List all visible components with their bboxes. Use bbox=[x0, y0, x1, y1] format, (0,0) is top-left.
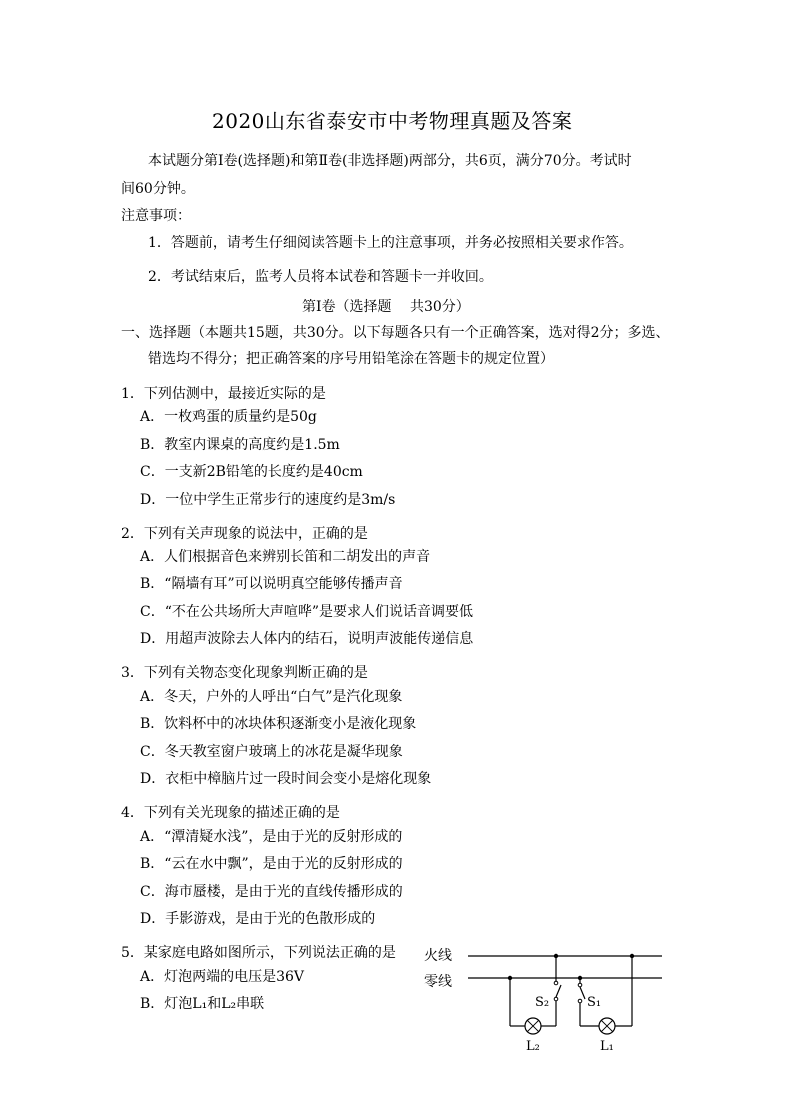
question-5-stem: 5．某家庭电路如图所示，下列说法正确的是 bbox=[121, 945, 396, 961]
intro-line-2: 间60分钟。 bbox=[121, 181, 195, 197]
switch-s2-label: S₂ bbox=[535, 995, 550, 1010]
question-1-option-c: C．一支新2B铅笔的长度约是40cm bbox=[140, 464, 363, 480]
question-3-option-c: C．冬天教室窗户玻璃上的冰花是凝华现象 bbox=[140, 744, 403, 760]
question-4-option-c: C．海市蜃楼，是由于光的直线传播形成的 bbox=[140, 884, 403, 900]
question-4-option-d: D．手影游戏，是由于光的色散形成的 bbox=[140, 911, 376, 927]
question-5-option-a: A．灯泡两端的电压是36V bbox=[140, 969, 305, 985]
question-2-stem: 2．下列有关声现象的说法中，正确的是 bbox=[121, 526, 368, 542]
lamp-l1-label: L₁ bbox=[600, 1039, 614, 1054]
question-4-stem: 4．下列有关光现象的描述正确的是 bbox=[121, 805, 340, 821]
switch-s2-icon bbox=[554, 981, 561, 1001]
neutral-wire-label: 零线 bbox=[424, 974, 452, 990]
live-wire-label: 火线 bbox=[424, 948, 452, 964]
question-2-option-b: B．“隔墙有耳”可以说明真空能够传播声音 bbox=[140, 576, 403, 592]
question-2-option-d: D．用超声波除去人体内的结石，说明声波能传递信息 bbox=[140, 631, 474, 647]
question-1-option-d: D．一位中学生正常步行的速度约是3m/s bbox=[140, 492, 396, 508]
switch-s1-label: S₁ bbox=[587, 995, 602, 1010]
question-5-option-b: B．灯泡L₁和L₂串联 bbox=[140, 996, 265, 1012]
question-4-option-b: B．“云在水中飘”，是由于光的反射形成的 bbox=[140, 856, 403, 872]
question-2-option-a: A．人们根据音色来辨别长笛和二胡发出的声音 bbox=[140, 549, 431, 565]
question-3-option-d: D．衣柜中樟脑片过一段时间会变小是熔化现象 bbox=[140, 771, 432, 787]
junction-dot bbox=[630, 954, 634, 958]
question-2-option-c: C．“不在公共场所大声喧哗”是要求人们说话音调要低 bbox=[140, 604, 474, 620]
page-title: 2020山东省泰安市中考物理真题及答案 bbox=[212, 109, 573, 133]
intro-line-1: 本试题分第Ⅰ卷(选择题)和第Ⅱ卷(非选择题)两部分，共6页，满分70分。考试时 bbox=[148, 153, 632, 169]
question-1-option-b: B．教室内课桌的高度约是1.5m bbox=[140, 437, 340, 453]
notice-item-2: 2．考试结束后，监考人员将本试卷和答题卡一并收回。 bbox=[148, 269, 493, 285]
question-1-stem: 1．下列估测中，最接近实际的是 bbox=[121, 386, 326, 402]
section-title: 第Ⅰ卷（选择题 共30分） bbox=[302, 299, 470, 315]
question-3-option-a: A．冬天，户外的人呼出“白气”是汽化现象 bbox=[140, 689, 403, 705]
section-instructions-1: 一、选择题（本题共15题，共30分。以下每题各只有一个正确答案，选对得2分；多选、 bbox=[121, 325, 670, 341]
switch-s1-icon bbox=[578, 983, 585, 1003]
question-3-option-b: B．饮料杯中的冰块体积逐渐变小是液化现象 bbox=[140, 716, 417, 732]
lamp-l2-label: L₂ bbox=[526, 1039, 540, 1054]
circuit-diagram bbox=[418, 942, 668, 1057]
notice-heading: 注意事项： bbox=[121, 208, 191, 224]
question-3-stem: 3．下列有关物态变化现象判断正确的是 bbox=[121, 665, 368, 681]
notice-item-1: 1．答题前，请考生仔细阅读答题卡上的注意事项，并务必按照相关要求作答。 bbox=[148, 235, 633, 251]
lamp-l1-icon bbox=[599, 1018, 615, 1034]
lamp-l2-icon bbox=[525, 1018, 541, 1034]
section-instructions-2: 错选均不得分；把正确答案的序号用铅笔涂在答题卡的规定位置） bbox=[148, 351, 554, 367]
question-4-option-a: A．“潭清疑水浅”，是由于光的反射形成的 bbox=[140, 829, 403, 845]
question-1-option-a: A．一枚鸡蛋的质量约是50g bbox=[140, 409, 317, 425]
